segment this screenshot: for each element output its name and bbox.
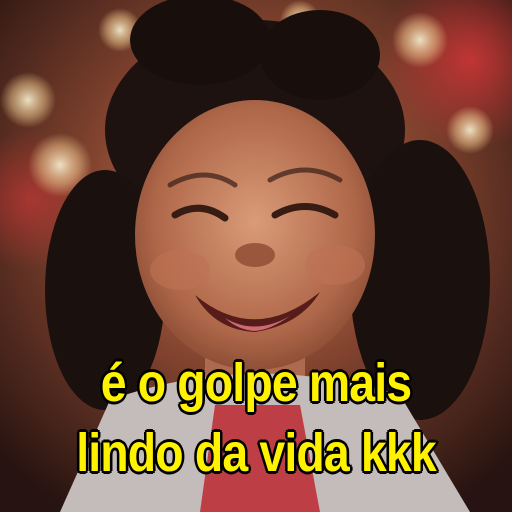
caption-line-1: é o golpe mais — [100, 353, 412, 413]
caption-line-2: lindo da vida kkk — [76, 423, 436, 483]
